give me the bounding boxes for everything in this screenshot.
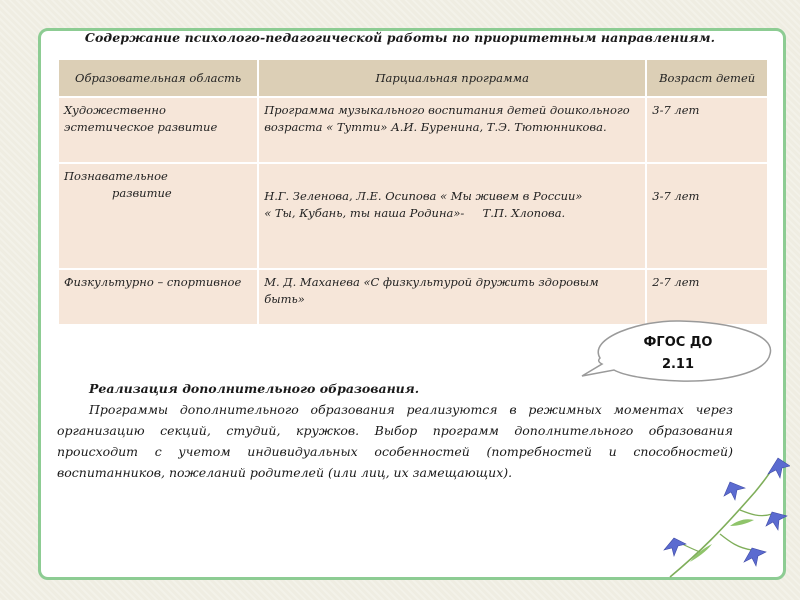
programs-table: [57, 58, 769, 326]
fgos-label-line2: 2.11: [661, 357, 695, 372]
cell-area: Физкультурно – спортивное: [59, 270, 257, 324]
slide-title: Содержание психолого-педагогической работы по приоритетным направлениям.: [84, 30, 716, 45]
table-row: [59, 270, 767, 324]
table-row: [59, 98, 767, 162]
cell-area-line2: развитие: [112, 186, 172, 200]
cell-program: Программа музыкального воспитания детей дошкольного возраста « Тутти» А.И. Буренина, Т.Э. Тютюнникова.: [259, 98, 645, 162]
header-program: Парциальная программа: [259, 60, 645, 96]
cell-program-line1: Н.Г. Зеленова, Л.Е. Осипова « Мы живем в России»: [264, 189, 583, 203]
cell-area: Художественно эстетическое развитие: [59, 98, 257, 162]
cell-area: [59, 164, 257, 268]
header-area: Образовательная область: [59, 60, 257, 96]
section-text: [57, 378, 733, 483]
cell-program: М. Д. Маханева «С физкультурой дружить здоровым быть»: [259, 270, 645, 324]
cell-age: 2-7 лет: [647, 270, 767, 324]
cell-program: [259, 164, 645, 268]
header-age: Возраст детей: [647, 60, 767, 96]
table-header-row: [59, 60, 767, 96]
cell-age: 3-7 лет: [647, 98, 767, 162]
section-paragraph: Программы дополнительного образования реализуются в режимных моментах через организацию секций, студий, кружков. Выбор программ дополнительного образования происходит с учетом индивидуальных особенностей (потребностей и способностей) воспитанников, пожеланий родителей (или лиц, их замещающих).: [57, 402, 733, 480]
cell-program-line2: « Ты, Кубань, ты наша Родина»- Т.П. Хлопова.: [264, 206, 566, 220]
table-row: [59, 164, 767, 268]
cell-age: 3-7 лет: [647, 164, 767, 268]
fgos-label: [608, 332, 748, 376]
bluebell-flowers-image: [660, 452, 790, 582]
cell-area-line1: Познавательное: [64, 169, 168, 183]
fgos-label-line1: ФГОС ДО: [643, 335, 713, 350]
section-heading: Реализация дополнительного образования.: [89, 381, 420, 396]
